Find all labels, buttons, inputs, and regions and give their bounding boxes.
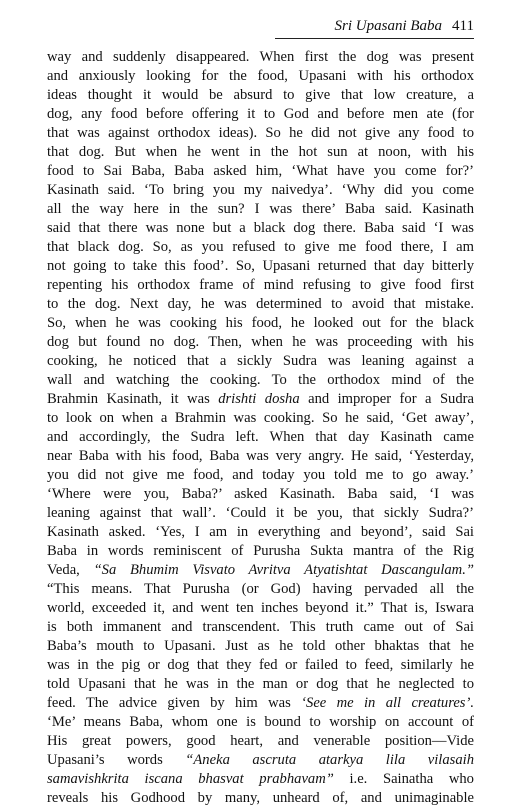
running-title: Sri Upasani Baba: [334, 18, 443, 34]
text-line: Kasinath asked. ‘Yes, I am in everything and beyond’, said Sai: [47, 524, 474, 540]
text-line: feed. The advice given by him was ‘See me in all creatures’.: [47, 695, 474, 711]
text-line: “This means. That Purusha (or God) having pervaded all the: [47, 581, 474, 597]
text-line: all the way here in the sun? I was there’ Baba said. Kasinath: [47, 201, 474, 217]
text-line: world, exceeded it, and went ten inches beyond it.” That is, Iswara: [47, 600, 474, 616]
text-line: said that there was none but a black dog there. Baba said ‘I was: [47, 220, 474, 236]
text-line: repenting his orthodox frame of mind refusing to give food first: [47, 277, 474, 293]
text-line: Kasinath said. ‘To bring you my naivedya’. ‘Why did you come: [47, 182, 474, 198]
text-line: near Baba with his food, Baba was very angry. He said, ‘Yesterday,: [47, 448, 474, 464]
body-text: [47, 48, 474, 808]
text-line: Baba’s mouth to Upasani. Just as he told other bhaktas that he: [47, 638, 474, 654]
text-line: Brahmin Kasinath, it was drishti dosha and improper for a Sudra: [47, 391, 474, 407]
text-line: reveals his Godhood by many, unheard of, and unimaginable: [47, 790, 474, 806]
italic-phrase: drishti dosha: [218, 391, 300, 407]
text-line: to look on when a Brahmin was cooking. So he said, ‘Get away’,: [47, 410, 474, 426]
text-line: samavishkrita iscana bhasvat prabhavam” i.e. Sainatha who: [47, 771, 474, 787]
text-line: that black dog. So, as you refused to give me food there, I am: [47, 239, 474, 255]
text-line: that dog. But when he went in the hot sun at noon, with his: [47, 144, 474, 160]
text-line: and accordingly, the Sudra left. When that day Kasinath came: [47, 429, 474, 445]
header-rule: [275, 38, 474, 39]
text-line: Veda, “Sa Bhumim Visvato Avritva Atyatishtat Dascangulam.”: [47, 562, 474, 578]
italic-phrase: ‘See me in all creatures’.: [301, 695, 474, 711]
text-line: Upasani’s words “Aneka ascruta atarkya lila vilasaih: [47, 752, 474, 768]
text-line: His great powers, good heart, and venerable position—Vide: [47, 733, 474, 749]
italic-phrase: “Aneka ascruta atarkya lila vilasaih: [185, 752, 474, 768]
text-line: dog but found no dog. Then, when he was proceeding with his: [47, 334, 474, 350]
text-line: leaning against that wall’. ‘Could it be you, that sickly Sudra?’: [47, 505, 474, 521]
text-line: So, when he was cooking his food, he looked out for the black: [47, 315, 474, 331]
italic-phrase: samavishkrita iscana bhasvat prabhavam”: [47, 771, 334, 787]
italic-phrase: “Sa Bhumim Visvato Avritva Atyatishtat Dascangulam.”: [93, 562, 474, 578]
text-line: that was against orthodox ideas). So he did not give any food to: [47, 125, 474, 141]
text-line: not going to take this food’. So, Upasani returned that day bitterly: [47, 258, 474, 274]
text-line: food to Sai Baba, Baba asked him, ‘What have you come for?’: [47, 163, 474, 179]
text-line: ‘Me’ means Baba, whom one is bound to worship on account of: [47, 714, 474, 730]
page-number: 411: [452, 18, 474, 34]
text-line: is both immanent and transcendent. This truth came out of Sai: [47, 619, 474, 635]
text-line: was in the pig or dog that they fed or failed to feed, similarly he: [47, 657, 474, 673]
text-line: way and suddenly disappeared. When first the dog was present: [47, 49, 474, 65]
text-line: dog, any food before offering it to God and before men ate (for: [47, 106, 474, 122]
text-line: ideas thought it would be absurd to give that low creature, a: [47, 87, 474, 103]
text-line: wall and watching the cooking. To the orthodox mind of the: [47, 372, 474, 388]
text-line: told Upasani that he was in the man or dog that he neglected to: [47, 676, 474, 692]
text-line: cooking, he noticed that a sickly Sudra was leaning against a: [47, 353, 474, 369]
text-line: Baba in words reminiscent of Purusha Sukta mantra of the Rig: [47, 543, 474, 559]
text-line: you did not give me food, and today you told me to go away.’: [47, 467, 474, 483]
running-head: [174, 17, 474, 35]
text-line: and anxiously looking for the food, Upasani with his orthodox: [47, 68, 474, 84]
text-line: to the dog. Next day, he was determined to avoid that mistake.: [47, 296, 474, 312]
text-line: ‘Where were you, Baba?’ asked Kasinath. Baba said, ‘I was: [47, 486, 474, 502]
